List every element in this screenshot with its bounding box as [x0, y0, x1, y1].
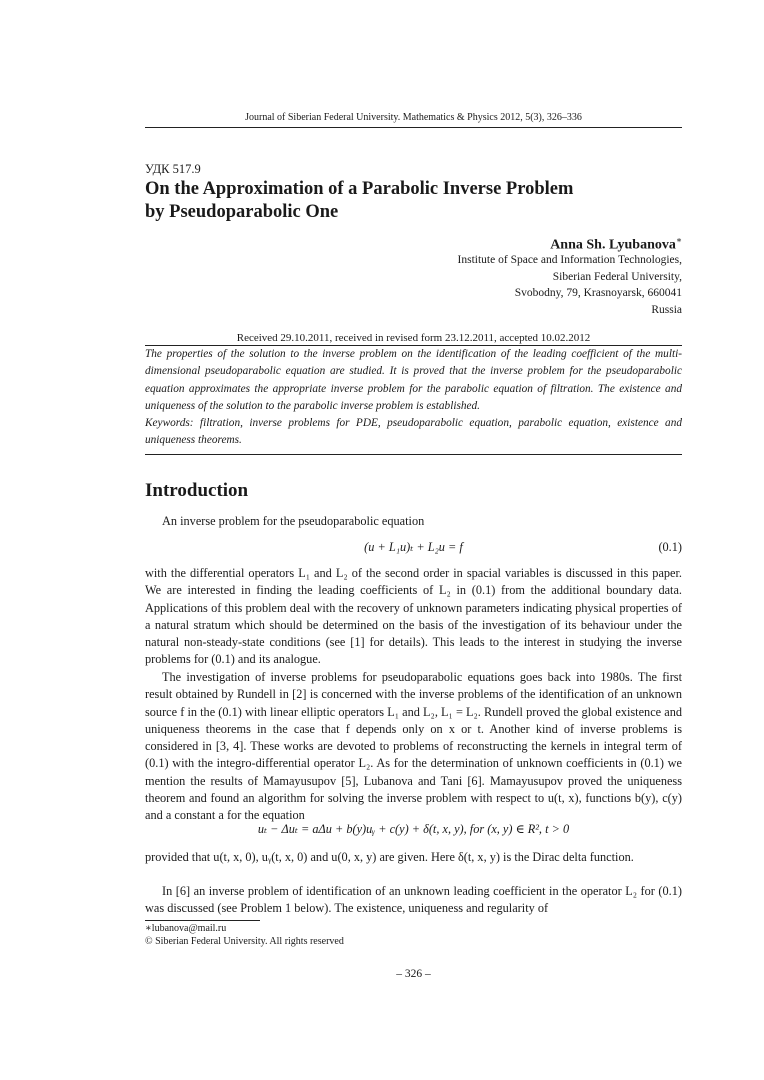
keywords: Keywords: filtration, inverse problems for PDE, pseudoparabolic equation, parabolic equation, existence and uniqueness theorems. [145, 417, 682, 447]
equation-2 [145, 822, 682, 840]
title-line-1: On the Approximation of a Parabolic Inverse Problem [145, 179, 574, 199]
affiliation-line: Siberian Federal University, [552, 270, 682, 283]
paper-title [145, 178, 682, 224]
paragraph-2: The investigation of inverse problems for pseudoparabolic equations goes back into 1980s. The first result obtained by Rundell in [2] is concerned with the inverse problems of the identification of an unknown source f in the (0.1) with linear elliptic operators L₁ and L₂, L₁ = L₂. Rundell proved the global existence and uniqueness theorems in the case that f depends only on x or t. Another kind of inverse problems is considered in [3, 4]. These works are devoted to problems of reconstructing the kernels in integral term of (0.1) with the integro-differential operator L₂. As for the determination of unknown coefficients in (0.1) we mention the results of Mamayusupov [5], Lubanova and Tani [6]. Mamayusupov proved the uniqueness theorem and found an algorithm for solving the inverse problem with respect to u(t, x), functions b(y), c(y) and a constant a for the equation [145, 670, 682, 823]
author-name-text: Anna Sh. Lyubanova [550, 237, 676, 253]
udk-code: УДК 517.9 [145, 162, 201, 176]
author-footnote-mark: ∗ [675, 235, 682, 245]
footnote-rule [145, 920, 260, 921]
paragraph-1: with the differential operators L₁ and L₂ of the second order in spacial variables is discussed in this paper. We are interested in finding the leading coefficients of L₂ in (0.1) from the additional boundary data. Applications of this problem deal with the recovery of unknown parameters indicating physical properties of a natural stratum which should be determined on the basis of the investigation of its behaviour under the natural non-steady-state conditions (see [1] for details). This leads to the interest in studying the inverse problems for (0.1) and its analogue. [145, 566, 682, 667]
abstract-bottom-rule [145, 454, 682, 455]
intro-sentence: An inverse problem for the pseudoparabolic equation [162, 514, 425, 528]
author-name [550, 235, 682, 254]
equation-0-1-number: (0.1) [658, 540, 682, 554]
running-head: Journal of Siberian Federal University. Mathematics & Physics 2012, 5(3), 326–336 [245, 112, 582, 123]
abstract: The properties of the solution to the inverse problem on the identification of the leading coefficient of the multi-dimensional pseudoparabolic equation are studied. It is proved that the inverse problem for the pseudoparabolic equation approximates the appropriate inverse problem for the parabolic equation of filtration. The existence and uniqueness of the solution to the parabolic inverse problem is established. [145, 348, 682, 412]
header-rule [145, 127, 682, 128]
paragraph-4: In [6] an inverse problem of identification of an unknown leading coefficient in the operator L₂ for (0.1) was discussed (see Problem 1 below). The existence, uniqueness and regularity of [145, 884, 682, 916]
section-heading-introduction: Introduction [145, 480, 249, 501]
footnote-email: ∗lubanova@mail.ru [145, 923, 227, 934]
footnote-copyright: © Siberian Federal University. All rights reserved [145, 936, 344, 947]
affiliation-line: Institute of Space and Information Technologies, [457, 254, 682, 266]
page-number: – 326 – [396, 968, 431, 980]
equation-0-1-body: (u + L₁u)ₜ + L₂u = f [364, 540, 463, 554]
title-line-2: by Pseudoparabolic One [145, 202, 339, 222]
affiliation-line: Svobodny, 79, Krasnoyarsk, 660041 [514, 287, 682, 299]
affiliation-line: Russia [651, 303, 682, 316]
paragraph-3: provided that u(t, x, 0), uᵧ(t, x, 0) and u(0, x, y) are given. Here δ(t, x, y) is the Dirac delta function. [145, 850, 634, 864]
affiliation [458, 252, 682, 318]
equation-0-1 [145, 540, 682, 558]
received-dates: Received 29.10.2011, received in revised form 23.12.2011, accepted 10.02.2012 [236, 332, 591, 344]
equation-2-body: uₜ − Δuₜ = aΔu + b(y)uᵧ + c(y) + δ(t, x, y), for (x, y) ∈ R², t > 0 [257, 822, 570, 836]
